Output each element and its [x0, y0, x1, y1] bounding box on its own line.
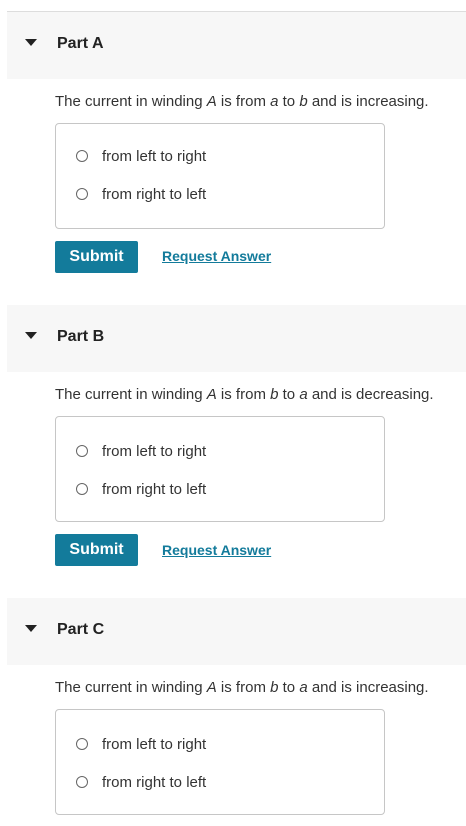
part-title: Part B	[57, 328, 105, 345]
submit-button[interactable]: Submit	[55, 534, 138, 566]
radio-button[interactable]	[76, 776, 88, 788]
choice-left-to-right[interactable]	[76, 734, 206, 754]
choice-label: from left to right	[102, 147, 207, 165]
choice-left-to-right[interactable]	[76, 146, 206, 166]
request-answer-link[interactable]: Request Answer	[162, 542, 272, 558]
answer-choices	[55, 123, 385, 229]
caret-down-icon[interactable]	[25, 39, 37, 46]
radio-button[interactable]	[76, 738, 88, 750]
part-a-header[interactable]	[7, 12, 466, 79]
radio-button[interactable]	[76, 150, 88, 162]
radio-button[interactable]	[76, 483, 88, 495]
choice-label: from right to left	[102, 480, 207, 498]
choice-right-to-left[interactable]	[76, 184, 206, 204]
choice-label: from left to right	[102, 735, 207, 753]
part-c-header[interactable]	[7, 598, 466, 665]
question-text: The current in winding A is from b to a and is increasing.	[55, 679, 429, 696]
part-title: Part C	[57, 621, 105, 638]
question-text: The current in winding A is from b to a and is decreasing.	[55, 386, 434, 403]
request-answer-link[interactable]: Request Answer	[162, 248, 272, 264]
submit-button[interactable]: Submit	[55, 241, 138, 273]
part-b-header[interactable]	[7, 305, 466, 372]
radio-button[interactable]	[76, 188, 88, 200]
question-text: The current in winding A is from a to b and is increasing.	[55, 93, 429, 110]
caret-down-icon[interactable]	[25, 332, 37, 339]
answer-choices	[55, 416, 385, 522]
answer-choices	[55, 709, 385, 815]
part-title: Part A	[57, 35, 104, 52]
caret-down-icon[interactable]	[25, 625, 37, 632]
choice-left-to-right[interactable]	[76, 441, 206, 461]
part-b-section	[0, 305, 466, 595]
choice-label: from left to right	[102, 442, 207, 460]
part-a-section	[0, 12, 466, 302]
radio-button[interactable]	[76, 445, 88, 457]
part-c-section	[0, 598, 466, 826]
choice-right-to-left[interactable]	[76, 479, 206, 499]
choice-label: from right to left	[102, 185, 207, 203]
choice-right-to-left[interactable]	[76, 772, 206, 792]
choice-label: from right to left	[102, 773, 207, 791]
